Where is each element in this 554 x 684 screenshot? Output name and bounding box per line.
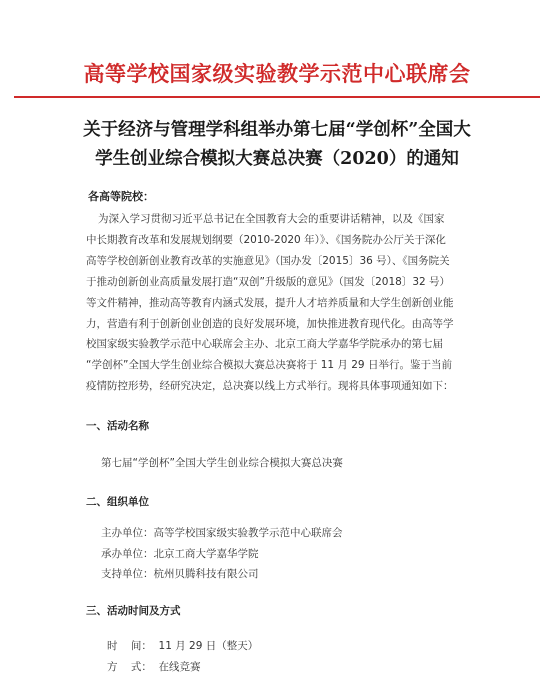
section-heading: 一、活动名称: [86, 420, 149, 432]
body-line: 于推动创新创业高质量发展打造“双创”升级版的意见》（国发〔2018〕32 号）: [86, 275, 451, 288]
letterhead-divider: [14, 96, 540, 98]
section-heading: 二、组织单位: [86, 496, 149, 508]
section-line: 方 式： 在线竞赛: [107, 661, 201, 673]
notice-title: [40, 116, 514, 174]
section-line: 第七届“学创杯”全国大学生创业综合模拟大赛总决赛: [101, 457, 343, 469]
letterhead-title: 高等学校国家级实验教学示范中心联席会: [83, 61, 471, 86]
body-paragraph: [86, 209, 472, 397]
section-heading: 三、活动时间及方式: [86, 605, 181, 617]
notice-title-line: 关于经济与管理学科组举办第七届“学创杯”全国大: [83, 120, 471, 140]
body-line: 高等学校创新创业教育改革的实施意见》（国办发〔2015〕36 号）、《国务院关: [86, 254, 450, 267]
section-line: 主办单位：高等学校国家级实验教学示范中心联席会: [101, 527, 343, 539]
body-line: 力，营造有利于创新创业创造的良好发展环境，加快推进教育现代化。由高等学: [86, 317, 454, 330]
body-line: 中长期教育改革和发展规划纲要（2010-2020 年）》、《国务院办公厅关于深化: [86, 233, 446, 246]
body-line: 校国家级实验教学示范中心联席会主办、北京工商大学嘉华学院承办的第七届: [86, 338, 443, 351]
notice-title-line: 学生创业综合模拟大赛总决赛（2020）的通知: [95, 149, 459, 169]
body-line: “学创杯”全国大学生创业综合模拟大赛总决赛将于 11 月 29 日举行。鉴于当前: [86, 359, 452, 372]
body-line: 为深入学习贯彻习近平总书记在全国教育大会的重要讲话精神，以及《国家: [98, 213, 445, 225]
salutation: 各高等院校：: [88, 190, 154, 203]
section-line: 承办单位：北京工商大学嘉华学院: [101, 548, 259, 560]
section-line: 支持单位：杭州贝腾科技有限公司: [101, 568, 259, 580]
body-line: 等文件精神，推动高等教育内涵式发展，提升人才培养质量和大学生创新创业能: [86, 296, 454, 309]
body-line: 疫情防控形势，经研究决定，总决赛以线上方式举行。现将具体事项通知如下：: [86, 380, 454, 393]
section-line: 时 间： 11 月 29 日（整天）: [107, 640, 259, 652]
